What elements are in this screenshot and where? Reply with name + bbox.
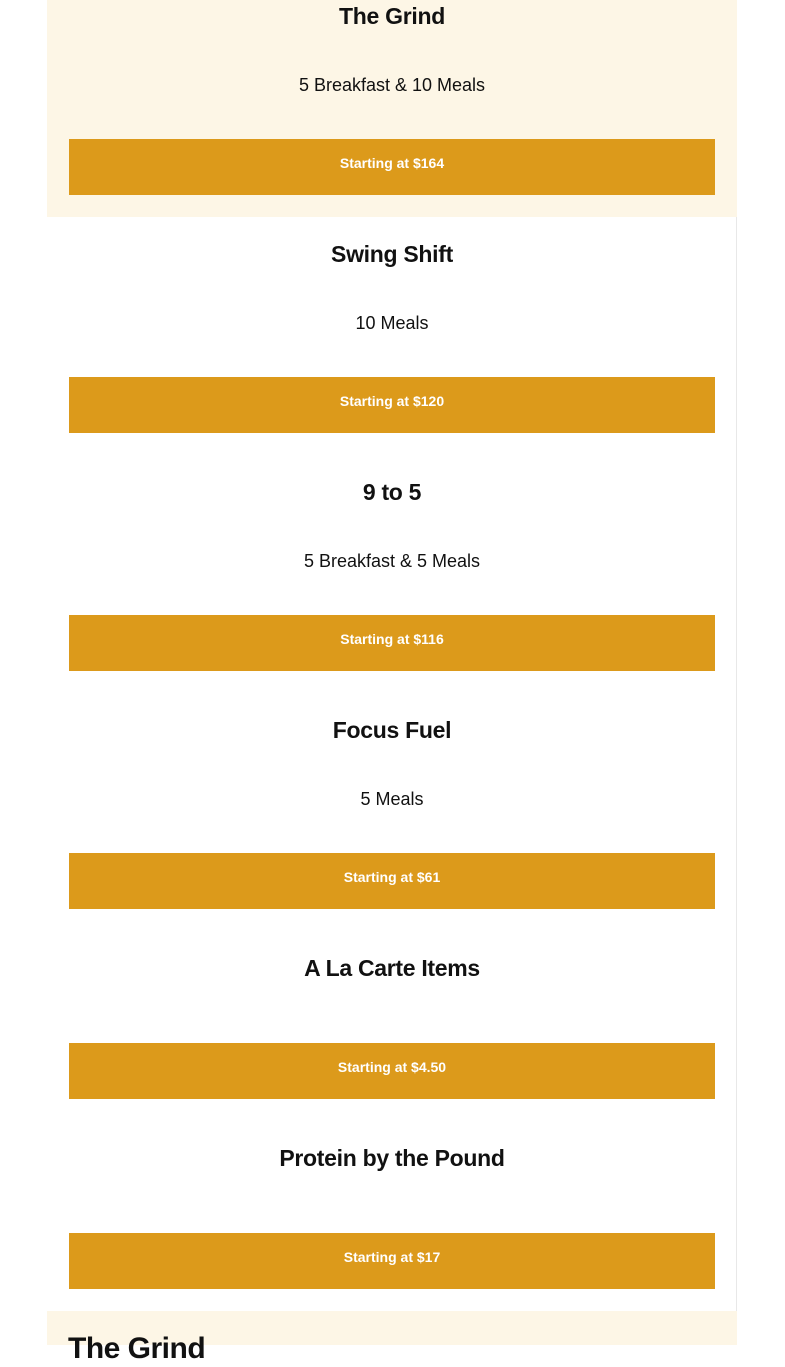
plan-title: 9 to 5	[362, 479, 422, 505]
plan-description: 10 Meals	[355, 313, 429, 333]
plan-card-the-grind	[47, 0, 737, 217]
plan-card-a-la-carte	[47, 931, 737, 1121]
starting-price-button[interactable]: Starting at $61	[69, 853, 715, 909]
starting-price-button[interactable]: Starting at $120	[69, 377, 715, 433]
starting-price-button[interactable]: Starting at $164	[69, 139, 715, 195]
plan-title: The Grind	[339, 3, 445, 29]
plan-title: A La Carte Items	[304, 955, 480, 981]
starting-price-button[interactable]: Starting at $17	[69, 1233, 715, 1289]
next-section-preview	[47, 1311, 737, 1365]
plans-column	[47, 0, 737, 1345]
starting-price-button[interactable]: Starting at $116	[69, 615, 715, 671]
plan-card-9-to-5	[47, 455, 737, 693]
plan-description: 5 Breakfast & 10 Meals	[298, 75, 486, 95]
plan-title: Swing Shift	[331, 241, 453, 267]
plan-card-swing-shift	[47, 217, 737, 455]
plan-description: 5 Meals	[360, 789, 424, 809]
plan-description: 5 Breakfast & 5 Meals	[303, 551, 481, 571]
plan-card-focus-fuel	[47, 693, 737, 931]
plan-title: Protein by the Pound	[279, 1145, 505, 1171]
plan-title: Focus Fuel	[332, 717, 452, 743]
next-section-title: The Grind	[68, 1332, 206, 1365]
starting-price-button[interactable]: Starting at $4.50	[69, 1043, 715, 1099]
plan-card-protein-by-the-pound	[47, 1121, 737, 1311]
